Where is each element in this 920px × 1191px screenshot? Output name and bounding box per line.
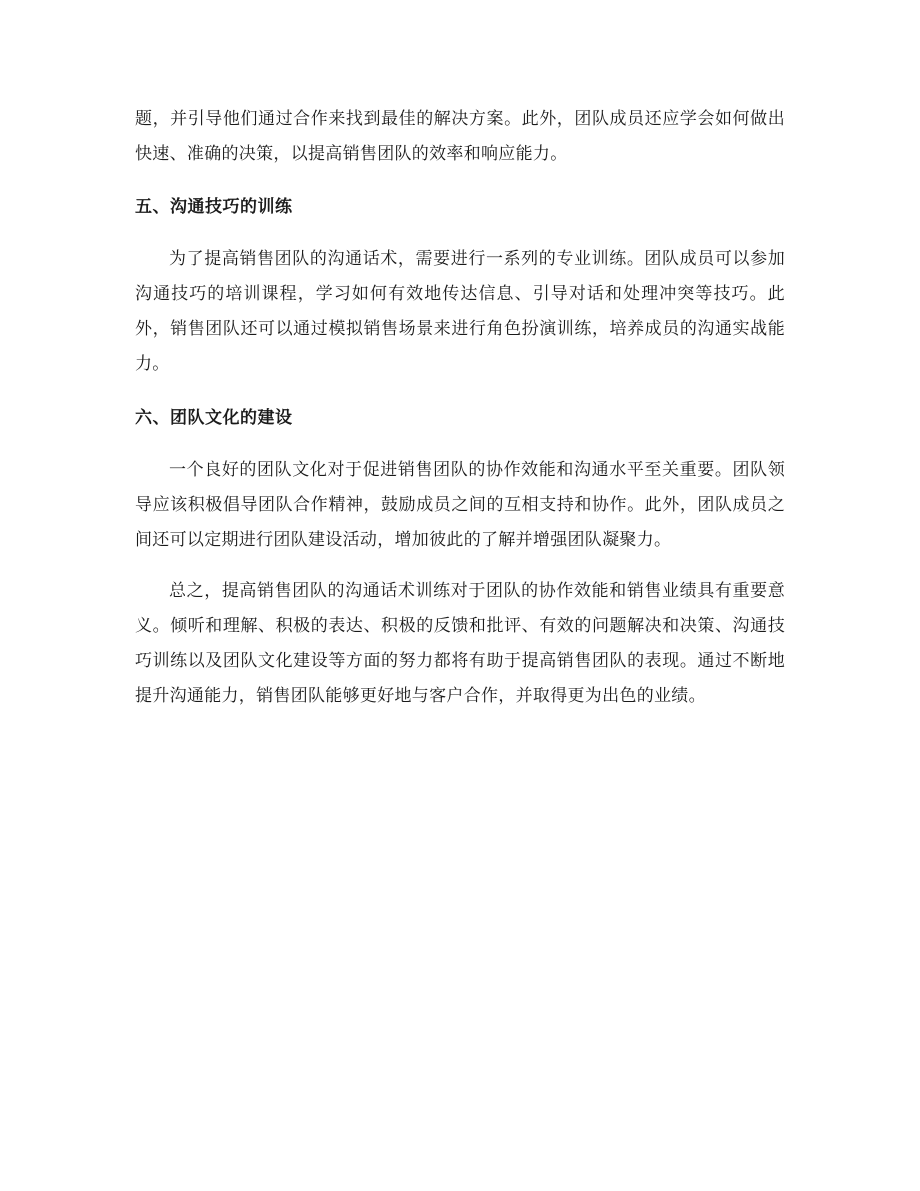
- document-page: [135, 102, 785, 714]
- section-heading-6: 六、团队文化的建设: [135, 408, 293, 428]
- paragraph-training: 为了提高销售团队的沟通话术，需要进行一系列的专业训练。团队成员可以参加沟通技巧的培训课程，学习如何有效地传达信息、引导对话和处理冲突等技巧。此外，销售团队还可以通过模拟销售场景来进行角色扮演训练，培养成员的沟通实战能力。: [135, 249, 785, 374]
- paragraph-continued: 题，并引导他们通过合作来找到最佳的解决方案。此外，团队成员还应学会如何做出快速、准确的决策，以提高销售团队的效率和响应能力。: [135, 109, 785, 164]
- paragraph-culture: 一个良好的团队文化对于促进销售团队的协作效能和沟通水平至关重要。团队领导应该积极倡导团队合作精神，鼓励成员之间的互相支持和协作。此外，团队成员之间还可以定期进行团队建设活动，增加彼此的了解并增强团队凝聚力。: [135, 460, 785, 550]
- section-heading-5: 五、沟通技巧的训练: [135, 197, 293, 217]
- paragraph-conclusion: 总之，提高销售团队的沟通话术训练对于团队的协作效能和销售业绩具有重要意义。倾听和理解、积极的表达、积极的反馈和批评、有效的问题解决和决策、沟通技巧训练以及团队文化建设等方面的努力都将有助于提高销售团队的表现。通过不断地提升沟通能力，销售团队能够更好地与客户合作，并取得更为出色的业绩。: [135, 581, 785, 706]
